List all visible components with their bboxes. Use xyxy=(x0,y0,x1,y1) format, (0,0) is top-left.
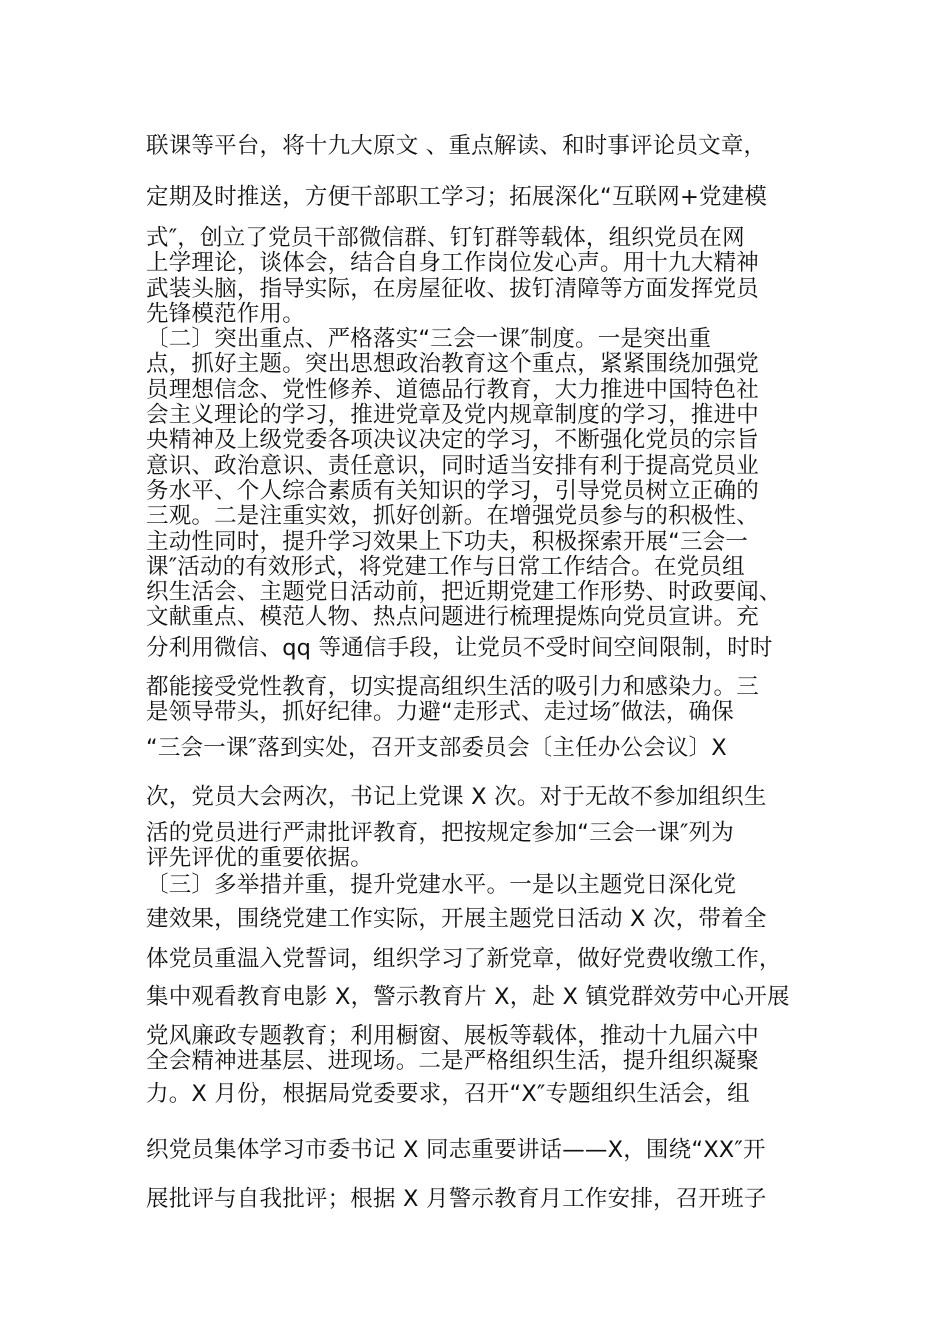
text-line: 课″活动的有效形式，将党建工作与日常工作结合。在党员组 xyxy=(146,554,745,580)
text-line: 文献重点、模范人物、热点问题进行梳理提炼向党员宣讲。充 xyxy=(146,604,759,630)
text-line: 定期及时推送，方便干部职工学习；拓展深化“互联网+党建模 xyxy=(146,184,768,210)
text-line: 分利用微信、qq 等通信手段，让党员不受时间空间限制，时时 xyxy=(146,635,773,661)
text-line: 评先评优的重要依据。 xyxy=(146,845,374,871)
text-line: 联课等平台，将十九大原文 、重点解读、和时事评论员文章， xyxy=(146,133,767,159)
text-line: 是领导带头，抓好纪律。力避“走形式、走过场″做法，确保 xyxy=(146,699,734,725)
text-line: 主动性同时，提升学习效果上下功夫，积极探索开展“三会一 xyxy=(146,529,749,555)
text-line: 力。X 月份，根据局党委要求，召开“X″专题组织生活会，组 xyxy=(146,1081,750,1107)
text-line: 活的党员进行严肃批评教育，把按规定参加“三会一课″列为 xyxy=(146,820,734,846)
text-line: 党风廉政专题教育；利用橱窗、展板等载体，推动十九届六中 xyxy=(146,1023,759,1049)
text-line: 员理想信念、党性修养、道德品行教育，大力推进中国特色社 xyxy=(146,377,759,403)
text-line: 织党员集体学习市委书记 X 同志重要讲话——X，围绕“XX″开 xyxy=(146,1137,766,1163)
text-line: 全会精神进基层、进现场。二是严格组织生活，提升组织凝聚 xyxy=(146,1048,759,1074)
text-line: 央精神及上级党委各项决议决定的学习，不断强化党员的宗旨 xyxy=(146,427,759,453)
text-line: 务水平、个人综合素质有关知识的学习，引导党员树立正确的 xyxy=(146,478,759,504)
text-line: 会主义理论的学习，推进党章及党内规章制度的学习，推进中 xyxy=(146,402,759,428)
text-line: 建效果，围绕党建工作实际，开展主题党日活动 X 次，带着全 xyxy=(146,906,767,932)
text-line: “三会一课″落到实处，召开支部委员会〔主任办公会议〕X xyxy=(146,735,727,761)
text-line: 三观。二是注重实效，抓好创新。在增强党员参与的积极性、 xyxy=(146,503,759,529)
text-line: 点，抓好主题。突出思想政治教育这个重点，紧紧围绕加强党 xyxy=(146,351,759,377)
text-line: 武装头脑，指导实际，在房屋征收、拔钉清障等方面发挥党员 xyxy=(146,276,759,302)
text-line: 〔三〕多举措并重，提升党建水平。一是以主题党日深化党 xyxy=(146,872,737,898)
text-line: 展批评与自我批评；根据 X 月警示教育月工作安排，召开班子 xyxy=(146,1186,767,1212)
text-line: 集中观看教育电影 X，警示教育片 X，赴 X 镇党群效劳中心开展 xyxy=(146,984,790,1010)
text-line: 先锋模范作用。 xyxy=(146,301,305,327)
text-line: 次，党员大会两次，书记上党课 X 次。对于无故不参加组织生 xyxy=(146,784,767,810)
text-line: 意识、政治意识、责任意识，同时适当安排有利于提高党员业 xyxy=(146,453,759,479)
text-line: 体党员重温入党誓词，组织学习了新党章，做好党费收缴工作， xyxy=(146,946,782,972)
text-line: 式″，创立了党员干部微信群、钉钉群等载体，组织党员在网 xyxy=(146,225,745,251)
text-line: 上学理论，谈体会，结合自身工作岗位发心声。用十九大精神 xyxy=(146,250,759,276)
text-line: 都能接受党性教育，切实提高组织生活的吸引力和感染力。三 xyxy=(146,674,759,700)
text-line: 织生活会、主题党日活动前，把近期党建工作形势、时政要闻、 xyxy=(146,579,782,605)
text-line: 〔二〕突出重点、严格落实“三会一课″制度。一是突出重 xyxy=(146,326,712,352)
